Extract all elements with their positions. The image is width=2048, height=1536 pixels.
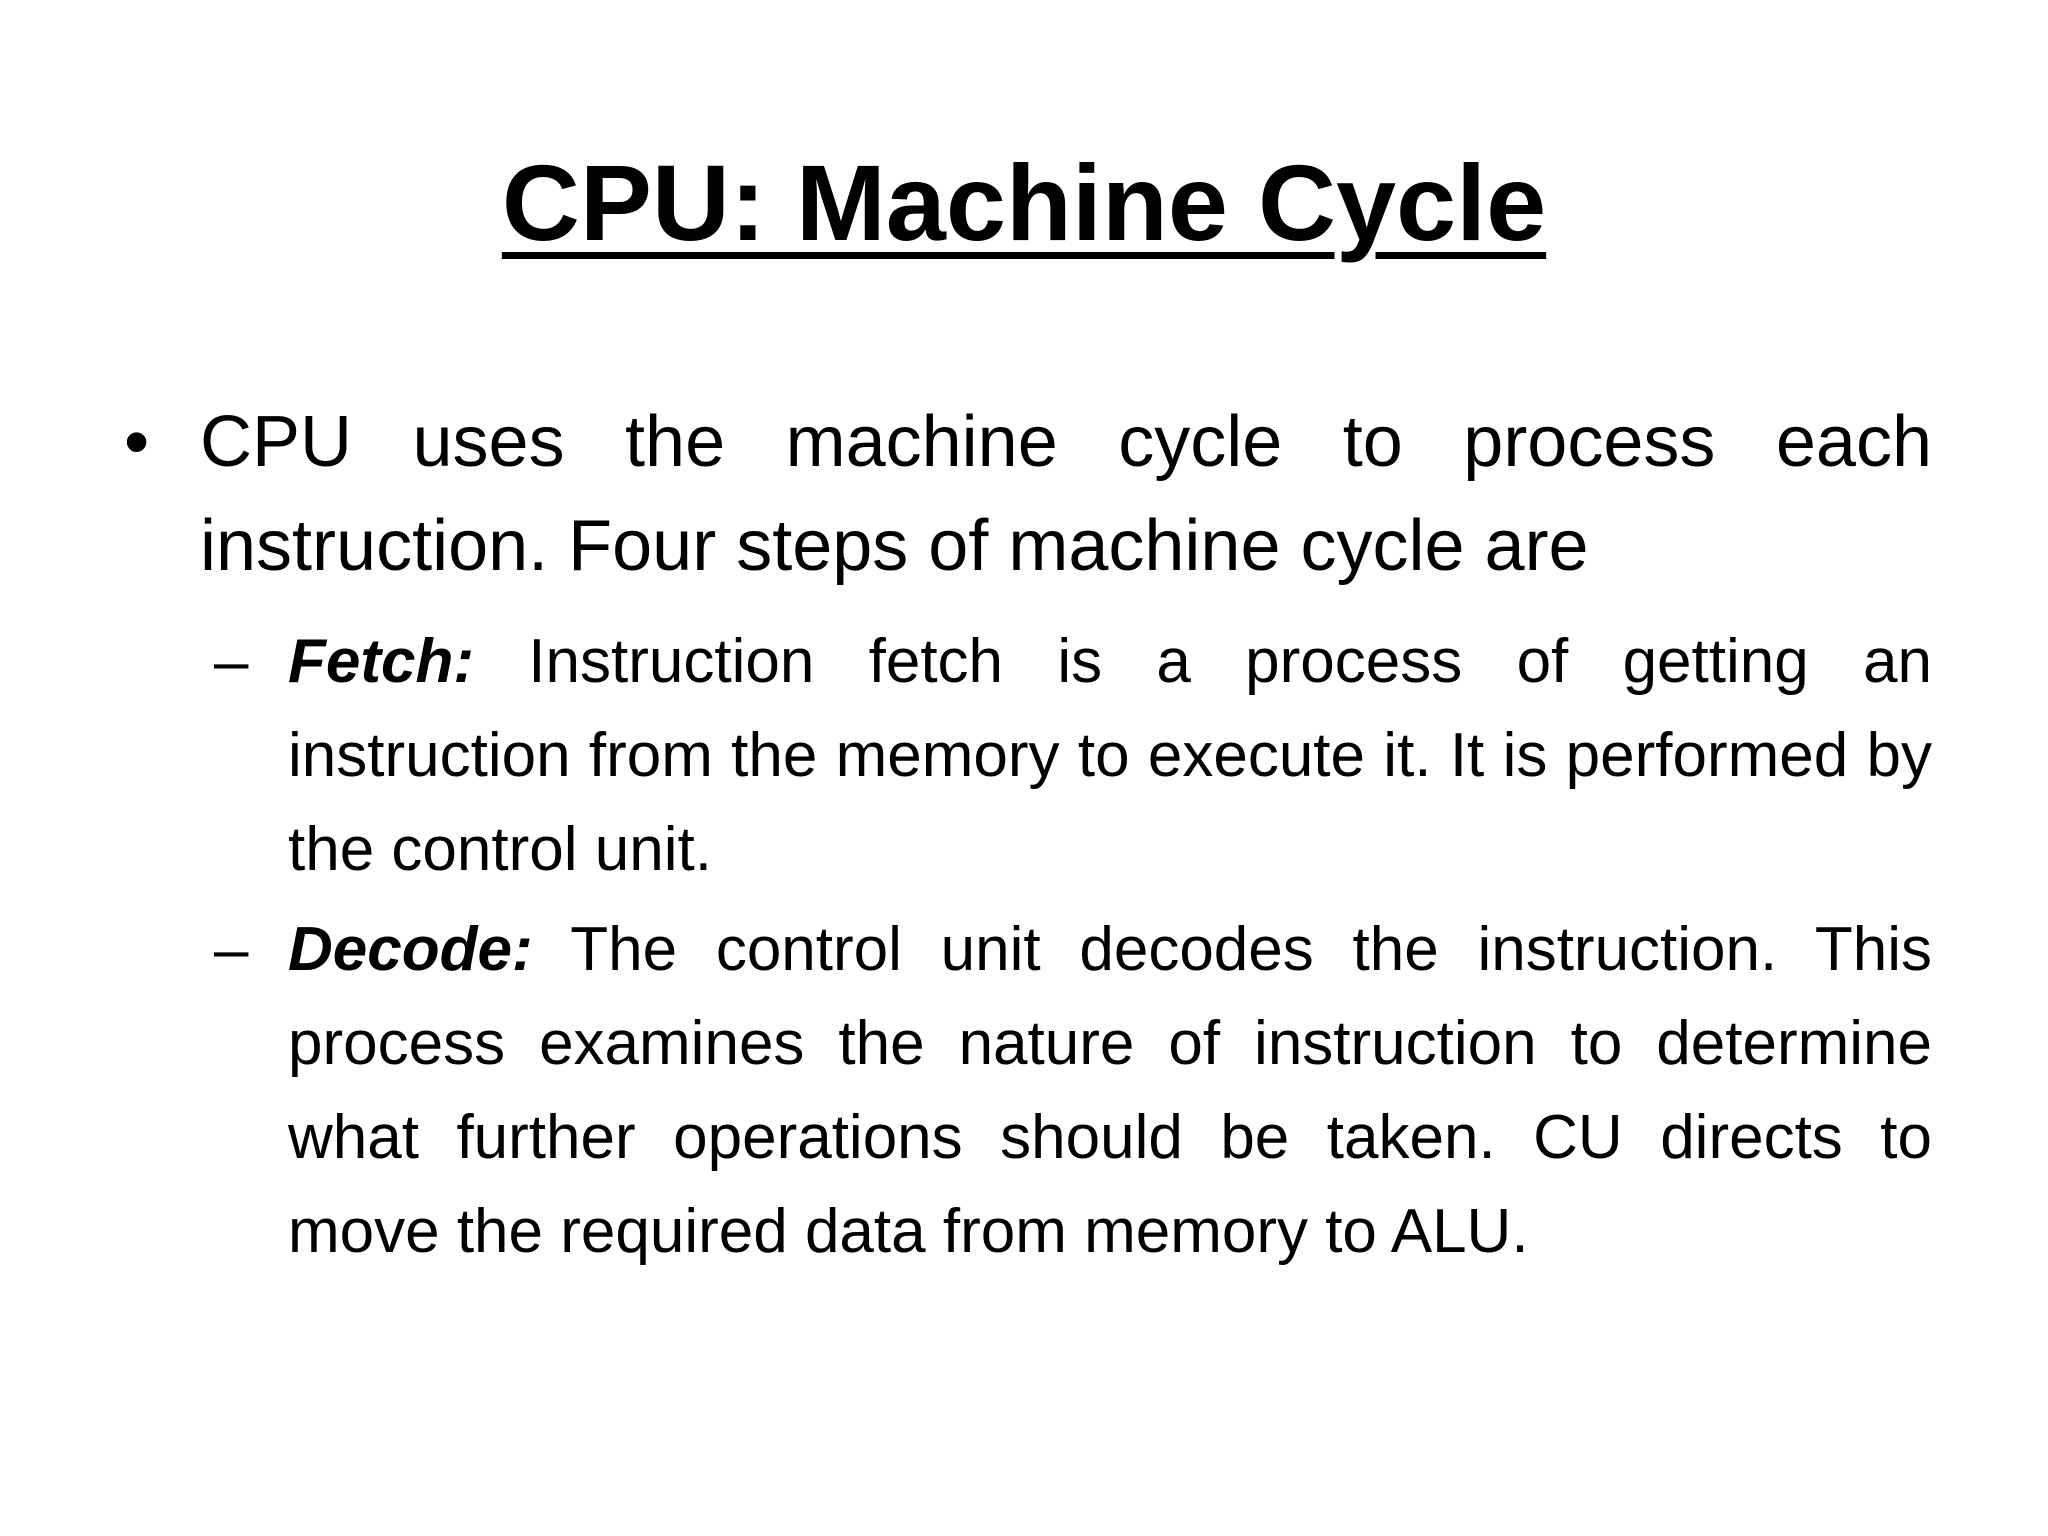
- decode-description: The control unit decodes the instruction. This process examines the nature of instruction to determine what further operations should be taken. CU directs to move the required data from memory to ALU.: [288, 915, 1932, 1266]
- sub-item-marker: –: [214, 915, 249, 984]
- slide-title-text: CPU: Machine Cycle: [501, 142, 1547, 263]
- fetch-description: Instruction fetch is a process of getting an instruction from the memory to execute it. It is performed by the control unit.: [288, 627, 1932, 884]
- sub-item-text: [288, 903, 1932, 1279]
- sub-item-marker: –: [214, 627, 249, 696]
- sub-item-text: [288, 615, 1932, 897]
- term-fetch: Fetch:: [288, 627, 474, 696]
- bullet-text: CPU uses the machine cycle to process each instruction. Four steps of machine cycle are: [200, 402, 1932, 586]
- term-decode: Decode:: [288, 915, 533, 984]
- bullet-marker: •: [124, 402, 150, 482]
